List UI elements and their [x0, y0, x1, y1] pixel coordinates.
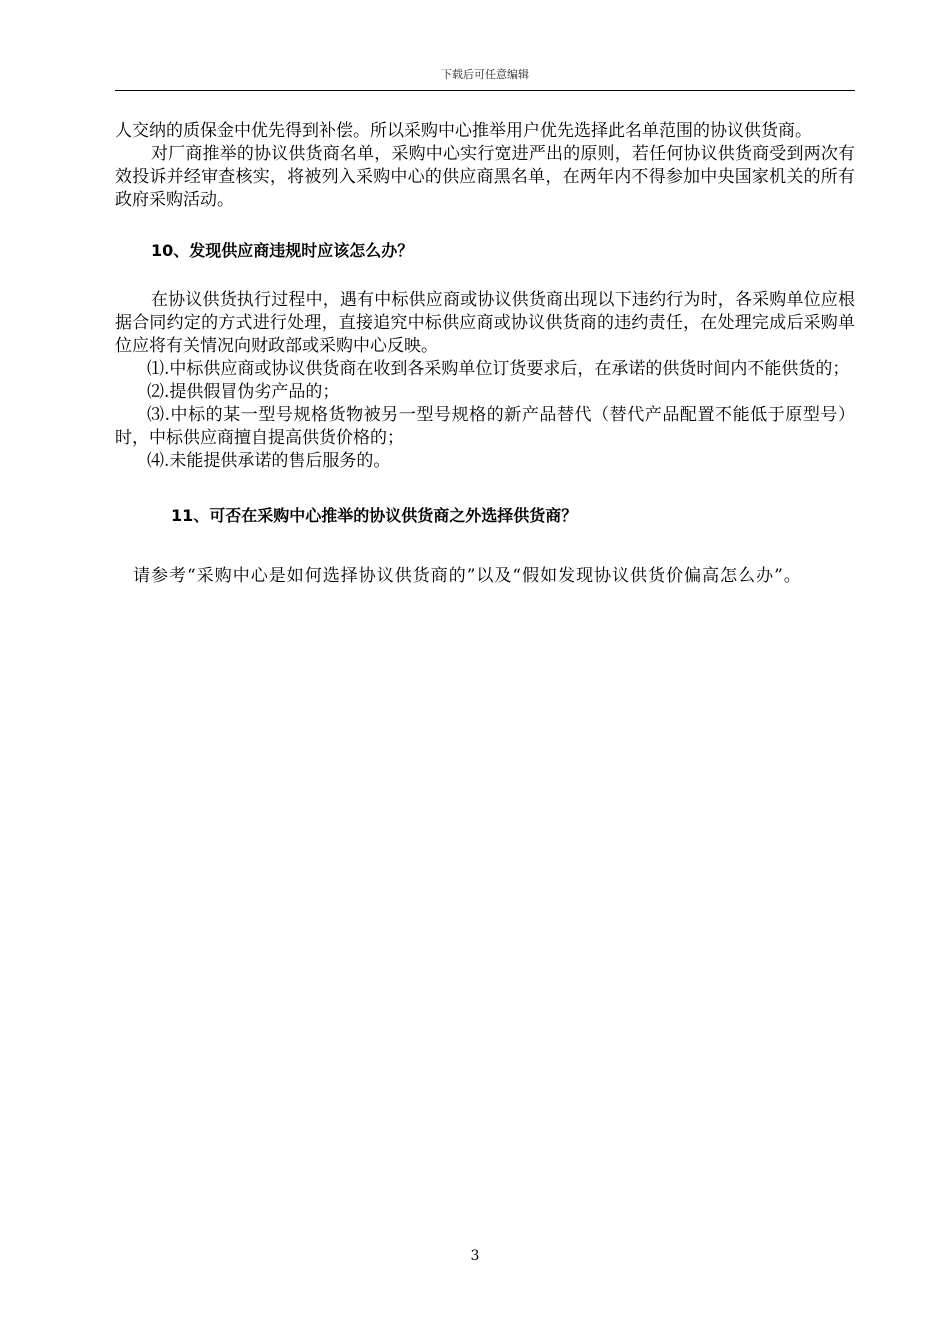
page-number: 3: [470, 1248, 480, 1264]
page-header: [115, 0, 855, 94]
section-heading-10: 10、发现供应商违规时应该怎么办？: [151, 241, 414, 260]
paragraph-continued: 人交纳的质保金中优先得到补偿。所以采购中心推举用户优先选择此名单范围的协议供货商。: [115, 121, 812, 141]
list-item: ⑷.未能提供承诺的售后服务的。: [147, 451, 391, 471]
header-rule: [115, 90, 855, 91]
page-content: [115, 120, 855, 594]
header-text: 下载后可任意编辑: [441, 68, 529, 81]
paragraph-reference: 请参考“采购中心是如何选择协议供货商的”以及“假如发现协议供货价偏高怎么办”。: [133, 566, 802, 586]
list-item: ⑵.提供假冒伪劣产品的；: [147, 382, 340, 402]
list-item: ⑶.中标的某一型号规格货物被另一型号规格的新产品替代（替代产品配置不能低于原型号）时，中标供应商擅自提高供货价格的；: [115, 405, 855, 448]
list-item: ⑴.中标供应商或协议供货商在收到各采购单位订货要求后，在承诺的供货时间内不能供货的；: [147, 359, 850, 379]
paragraph-violation: 在协议供货执行过程中，遇有中标供应商或协议供货商出现以下违约行为时，各采购单位应根据合同约定的方式进行处理，直接追究中标供应商或协议供货商的违约责任，在处理完成后采购单位应将有关情况向财政部或采购中心反映。: [115, 290, 855, 356]
paragraph-blacklist: 对厂商推举的协议供货商名单，采购中心实行宽进严出的原则，若任何协议供货商受到两次有效投诉并经审查核实，将被列入采购中心的供应商黑名单，在两年内不得参加中央国家机关的所有政府采购活动。: [115, 144, 855, 210]
section-heading-11: 11、可否在采购中心推举的协议供货商之外选择供货商？: [171, 506, 578, 525]
